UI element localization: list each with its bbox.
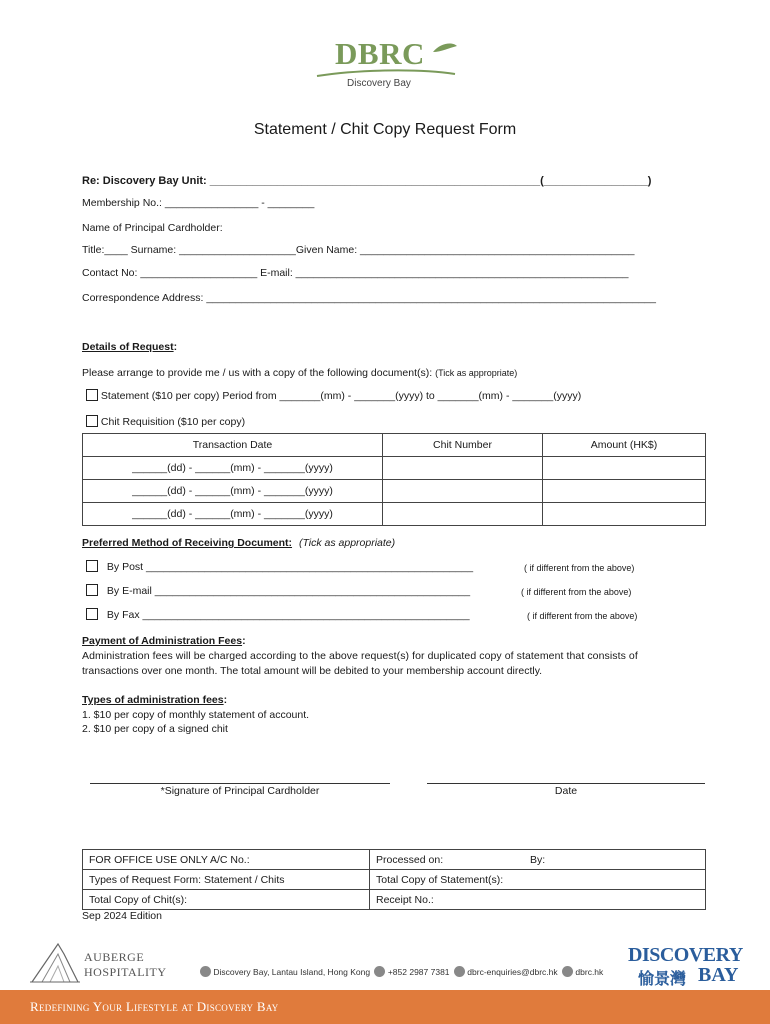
table-row [83, 870, 706, 890]
chit-number-cell[interactable] [383, 457, 543, 480]
signature-line [90, 783, 390, 784]
statement-checkbox[interactable] [86, 389, 98, 401]
dbrc-logo [315, 34, 460, 94]
page-title: Statement / Chit Copy Request Form [253, 121, 517, 138]
types-heading-colon: : [223, 694, 228, 706]
office-chit-copies: Total Copy of Chit(s): [83, 890, 370, 910]
method-heading-text: Preferred Method of Receiving Document: [82, 537, 293, 549]
payment-line-2: transactions over one month. The total amount will be debited to your membership account directly. [82, 665, 543, 677]
method-heading [82, 537, 395, 549]
request-heading-colon: : [173, 341, 178, 353]
chit-number-cell[interactable] [383, 480, 543, 503]
date-label: Date [554, 785, 578, 797]
table-header-row [83, 434, 706, 457]
email-icon [454, 966, 465, 977]
auberge-logo [30, 940, 170, 984]
office-processed [370, 850, 706, 870]
types-item: 2. $10 per copy of a signed chit [82, 723, 228, 735]
unit-field: Re: Discovery Bay Unit: ______________________________________________________(_________________) [82, 175, 652, 187]
table-row [83, 457, 706, 480]
footer-tagline: Redefining Your Lifestyle at Discovery Bay [30, 999, 279, 1014]
db-logo-chinese: 愉景灣 [638, 971, 687, 988]
logo-name: DBRC [335, 36, 425, 71]
method-email-note: ( if different from the above) [521, 587, 632, 597]
footer-email[interactable]: dbrc-enquiries@dbrc.hk [467, 967, 558, 977]
request-heading [82, 341, 177, 353]
post-label: By Post ________________________________________________________ [106, 561, 474, 573]
table-row [83, 890, 706, 910]
membership-field: Membership No.: ________________ - ________ [82, 197, 315, 209]
col-chit-number: Chit Number [383, 434, 543, 457]
office-request-type: Types of Request Form: Statement / Chits [83, 870, 370, 890]
method-post[interactable] [86, 560, 473, 573]
amount-cell[interactable] [543, 503, 706, 526]
method-fax[interactable] [86, 608, 470, 621]
col-amount: Amount (HK$) [543, 434, 706, 457]
chit-number-cell[interactable] [383, 503, 543, 526]
office-by-label: By: [530, 853, 546, 866]
statement-option[interactable] [86, 389, 581, 402]
amount-cell[interactable] [543, 457, 706, 480]
location-icon [200, 966, 211, 977]
phone-icon [374, 966, 385, 977]
office-use-table [82, 849, 706, 910]
db-logo-bay: BAY [698, 964, 739, 986]
payment-heading-colon: : [242, 635, 246, 647]
method-email[interactable] [86, 584, 470, 597]
signature-label: *Signature of Principal Cardholder [160, 785, 320, 797]
discovery-bay-logo [628, 944, 746, 988]
statement-option-label: Statement ($10 per copy) Period from _______(mm) - _______(yyyy) to _______(mm) - _______(yyyy) [100, 390, 582, 402]
chit-checkbox[interactable] [86, 415, 98, 427]
footer-web[interactable]: dbrc.hk [575, 967, 604, 977]
amount-cell[interactable] [543, 480, 706, 503]
name-fields: Title:____ Surname: ____________________Given Name: _______________________________________________ [82, 244, 635, 256]
post-checkbox[interactable] [86, 560, 98, 572]
office-processed-label: Processed on: [376, 853, 444, 866]
method-fax-note: ( if different from the above) [527, 611, 638, 621]
col-transaction-date: Transaction Date [83, 434, 383, 457]
auberge-name-2: HOSPITALITY [84, 965, 167, 979]
web-icon [562, 966, 573, 977]
contact-fields: Contact No: ____________________ E-mail: _________________________________________________________ [82, 267, 629, 279]
types-heading-text: Types of administration fees [82, 694, 224, 706]
auberge-mountain-icon [30, 940, 80, 984]
types-heading [82, 694, 227, 706]
request-intro-text: Please arrange to provide me / us with a copy of the following document(s): [82, 367, 433, 379]
footer-phone: +852 2987 7381 [387, 967, 450, 977]
request-intro [82, 367, 517, 379]
request-intro-note: (Tick as appropriate) [435, 368, 518, 378]
date-cell[interactable]: ______(dd) - ______(mm) - _______(yyyy) [83, 457, 383, 480]
table-row [83, 850, 706, 870]
office-statement-copies: Total Copy of Statement(s): [370, 870, 706, 890]
db-logo-word: DISCOVERY [628, 944, 743, 966]
payment-heading [82, 635, 246, 647]
office-receipt-no: Receipt No.: [370, 890, 706, 910]
date-cell[interactable]: ______(dd) - ______(mm) - _______(yyyy) [83, 503, 383, 526]
method-heading-note: (Tick as appropriate) [298, 537, 396, 549]
types-item: 1. $10 per copy of monthly statement of account. [82, 709, 310, 721]
email-label: By E-mail ______________________________________________________ [106, 585, 471, 597]
table-row [83, 503, 706, 526]
footer-contacts [200, 966, 603, 977]
edition-label: Sep 2024 Edition [82, 910, 162, 922]
email-checkbox[interactable] [86, 584, 98, 596]
office-ac-no: FOR OFFICE USE ONLY A/C No.: [83, 850, 370, 870]
chit-option[interactable] [86, 415, 245, 428]
address-field: Correspondence Address: _____________________________________________________________________________ [82, 292, 656, 304]
footer-address: Discovery Bay, Lantau Island, Hong Kong [213, 967, 371, 977]
chit-option-label: Chit Requisition ($10 per copy) [100, 416, 246, 428]
request-heading-text: Details of Request [82, 341, 174, 353]
auberge-name: AUBERGE [84, 950, 145, 964]
principal-cardholder-label: Name of Principal Cardholder: [82, 222, 223, 234]
method-post-note: ( if different from the above) [524, 563, 635, 573]
table-row [83, 480, 706, 503]
payment-line-1: Administration fees will be charged according to the above request(s) for duplicated copy of statement that consists of [82, 650, 638, 662]
fax-label: By Fax ________________________________________________________ [106, 609, 470, 621]
date-cell[interactable]: ______(dd) - ______(mm) - _______(yyyy) [83, 480, 383, 503]
payment-heading-text: Payment of Administration Fees [82, 635, 243, 647]
fax-checkbox[interactable] [86, 608, 98, 620]
date-line [427, 783, 705, 784]
logo-subtitle: Discovery Bay [347, 78, 411, 89]
chit-table [82, 433, 706, 526]
